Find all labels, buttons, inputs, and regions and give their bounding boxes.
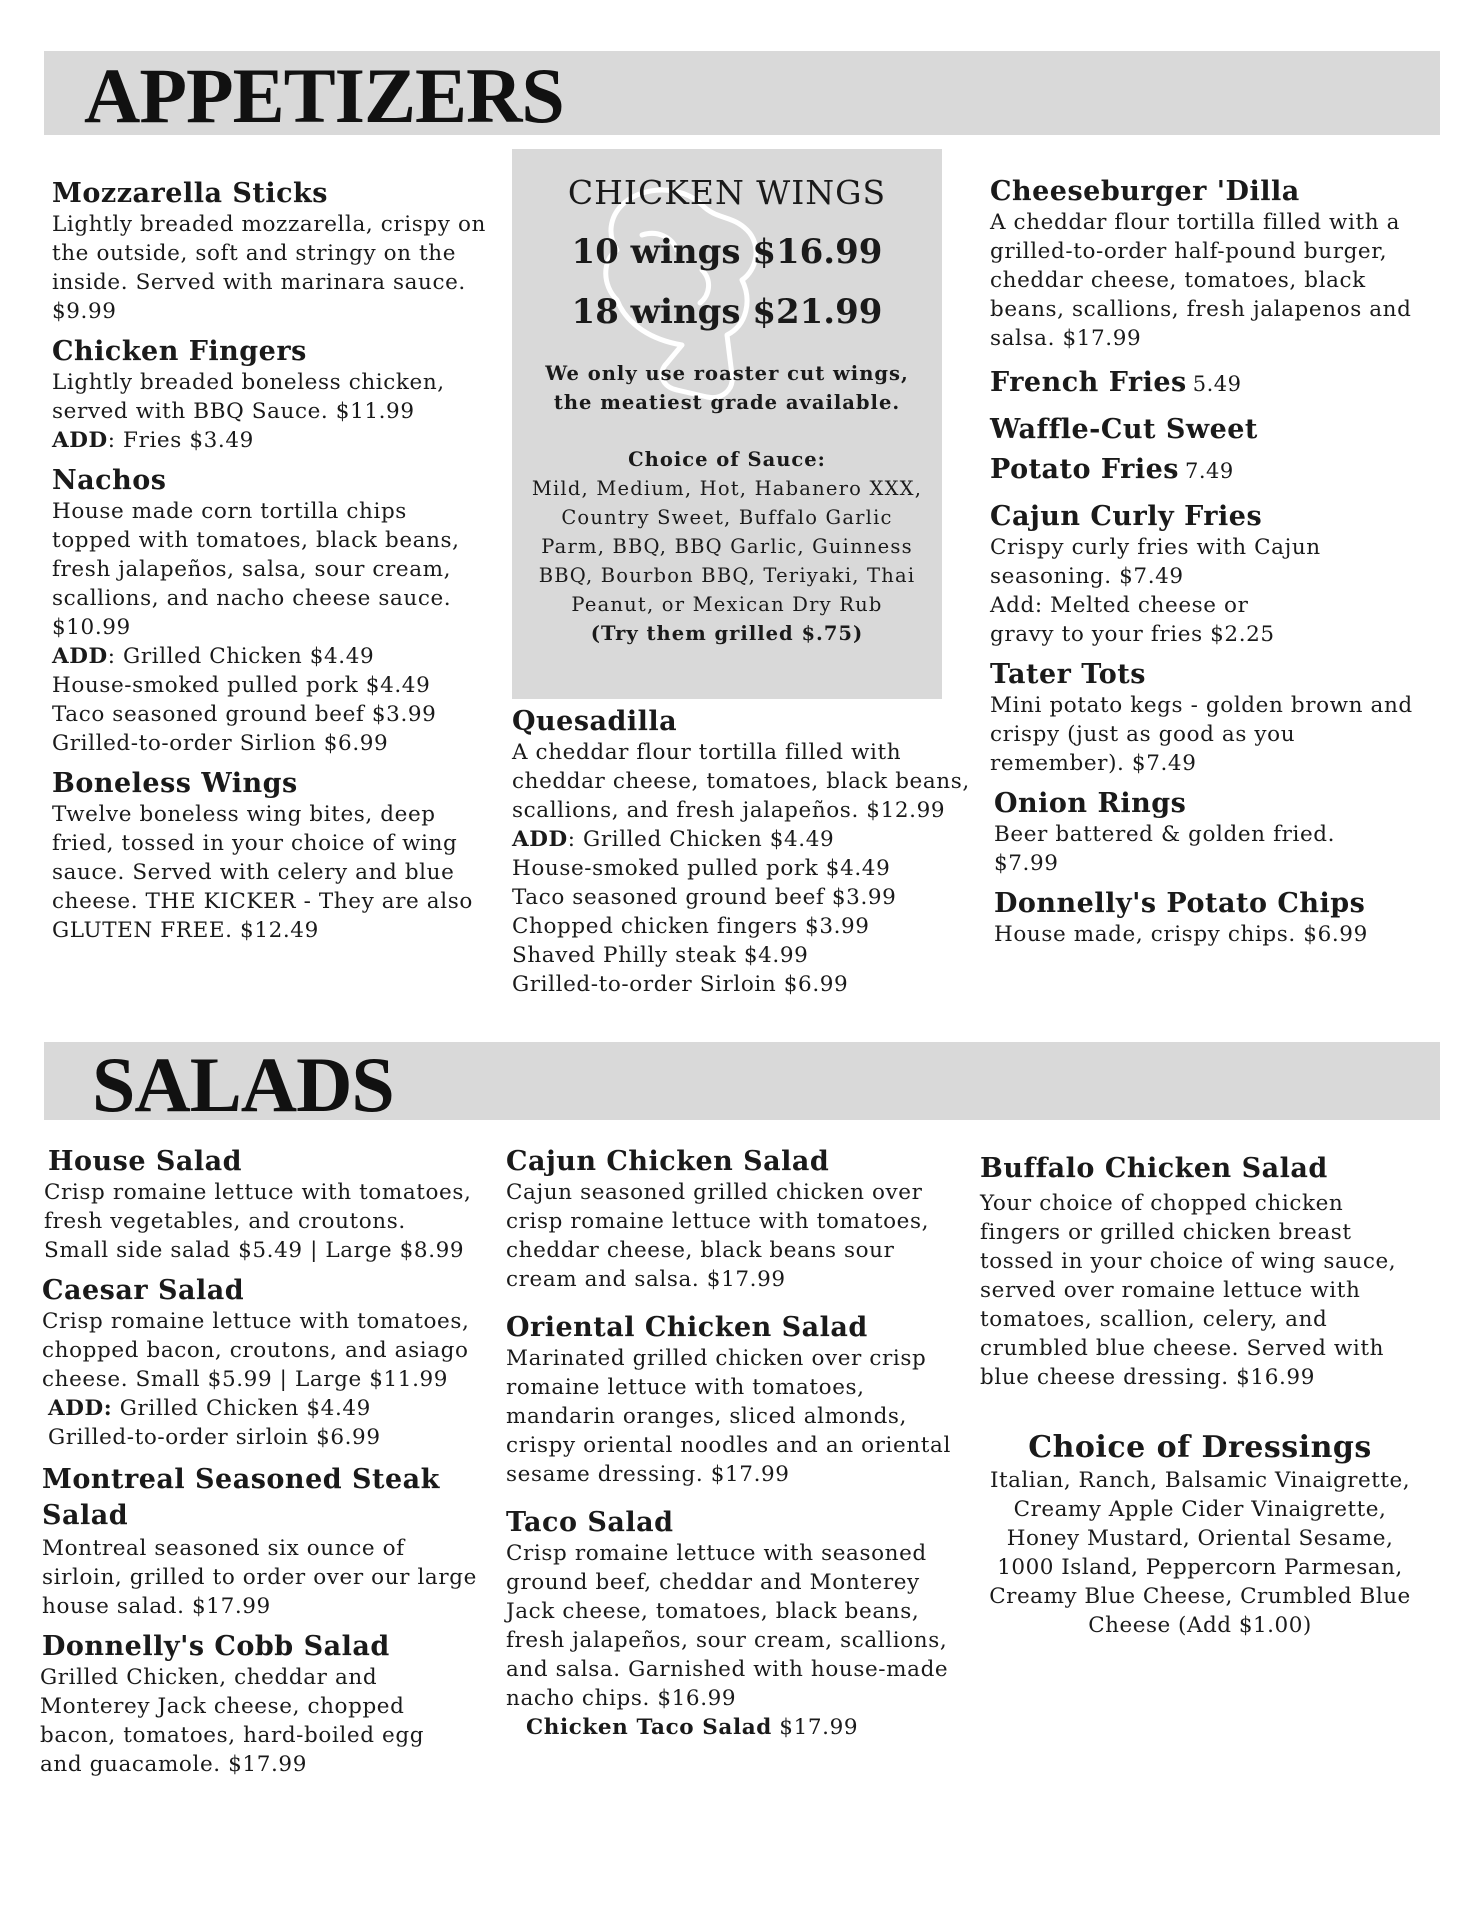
- item-addon: [52, 642, 492, 671]
- item-addon: Add: Melted cheese or gravy to your fries $2.25: [990, 593, 1275, 647]
- item-name: Taco Salad: [506, 1507, 674, 1538]
- item-name: Nachos: [52, 465, 167, 496]
- appetizers-heading: APPETIZERS: [84, 52, 564, 139]
- add-label: ADD: [52, 428, 108, 453]
- item-title: Potato Fries: [990, 454, 1179, 485]
- item-addon: Taco seasoned ground beef $3.99: [52, 702, 437, 727]
- item-title: French Fries: [990, 367, 1187, 398]
- item-addon: [42, 1394, 482, 1423]
- item-price: 5.49: [1192, 372, 1242, 396]
- wings-price-10: 10 wings $16.99: [571, 232, 883, 272]
- item-description: House made, crispy chips. $6.99: [994, 922, 1368, 947]
- item-potato-chips: [990, 888, 1430, 949]
- item-addon: Chopped chicken fingers $3.99: [512, 914, 870, 939]
- add-text: Grilled Chicken $4.49: [112, 1396, 371, 1421]
- item-addon: Grilled-to-order Sirlion $6.99: [52, 731, 389, 756]
- item-onion-rings: [990, 788, 1430, 878]
- item-description: Lightly breaded mozzarella, crispy on the outside, soft and stringy on the inside. Served with marinara sauce. $9.99: [52, 212, 486, 324]
- item-cheeseburger-dilla: [990, 176, 1430, 353]
- chicken-taco-price: $17.99: [771, 1715, 859, 1740]
- chicken-wings-box: [512, 149, 942, 699]
- item-name: House Salad: [48, 1146, 243, 1177]
- wings-sauce-heading: Choice of Sauce:: [628, 448, 826, 471]
- item-name: Donnelly's Cobb Salad: [42, 1631, 390, 1662]
- appetizers-banner: [44, 51, 1440, 139]
- item-addon: [512, 825, 972, 854]
- item-name-line1: Waffle-Cut Sweet: [990, 414, 1258, 445]
- item-description: Montreal seasoned six ounce of sirloin, grilled to order over our large house salad. $17.99: [42, 1536, 477, 1619]
- chicken-taco-label: Chicken Taco Salad: [526, 1715, 772, 1740]
- choice-of-dressings: [980, 1430, 1420, 1640]
- add-label: ADD: [52, 644, 108, 669]
- add-text: : Grilled Chicken $4.49: [567, 827, 835, 852]
- item-name: Oriental Chicken Salad: [506, 1312, 868, 1343]
- item-name: Quesadilla: [512, 706, 678, 737]
- item-name: Cheeseburger 'Dilla: [990, 176, 1300, 207]
- salads-banner: [44, 1041, 1440, 1128]
- dressings-heading: Choice of Dressings: [1028, 1430, 1372, 1465]
- salads-right-column: [980, 1153, 1420, 1402]
- item-description: House made corn tortilla chips topped with tomatoes, black beans, fresh jalapeños, salsa, sour cream, scallions, and nacho cheese sauce. $10.99: [52, 499, 460, 640]
- item-french-fries: [990, 367, 1430, 400]
- item-montreal-steak-salad: [42, 1462, 482, 1621]
- item-description: Grilled Chicken, cheddar and Monterey Jack cheese, chopped bacon, tomatoes, hard-boiled egg and guacamole. $17.99: [40, 1665, 425, 1777]
- item-name: Onion Rings: [994, 788, 1187, 819]
- wings-sauce-list: Mild, Medium, Hot, Habanero XXX, Country Sweet, Buffalo Garlic Parm, BBQ, BBQ Garlic, Guinness BBQ, Bourbon BBQ, Teriyaki, Thai Peanut, or Mexican Dry Rub: [531, 477, 923, 616]
- item-name: Chicken Fingers: [52, 336, 307, 367]
- item-name-line2: [990, 450, 1430, 491]
- add-label: ADD:: [48, 1396, 113, 1421]
- item-name: [990, 367, 1430, 400]
- item-addon: Grilled-to-order sirloin $6.99: [48, 1425, 381, 1450]
- item-name: Donnelly's Potato Chips: [994, 888, 1366, 919]
- item-description: Twelve boneless wing bites, deep fried, tossed in your choice of wing sauce. Served with celery and blue cheese. THE KICKER - They are also GLUTEN FREE. $12.49: [52, 802, 473, 943]
- wings-price-18: 18 wings $21.99: [571, 292, 883, 332]
- appetizers-left-column: [52, 178, 492, 955]
- appetizers-right-column: [990, 176, 1430, 959]
- item-description: Crispy curly fries with Cajun seasoning. $7.49: [990, 535, 1321, 589]
- item-addon: Grilled-to-order Sirloin $6.99: [512, 972, 849, 997]
- item-description: Cajun seasoned grilled chicken over crisp romaine lettuce with tomatoes, cheddar cheese, black beans sour cream and salsa. $17.99: [506, 1180, 930, 1292]
- item-addon: House-smoked pulled pork $4.49: [512, 856, 891, 881]
- item-addon: [52, 426, 492, 455]
- item-name: Tater Tots: [990, 659, 1146, 690]
- item-cobb-salad: [42, 1631, 482, 1779]
- item-description: Marinated grilled chicken over crisp romaine lettuce with tomatoes, mandarin oranges, sliced almonds, crispy oriental noodles and an oriental sesame dressing. $17.99: [506, 1346, 951, 1487]
- item-boneless-wings: [52, 768, 492, 945]
- item-name: Cajun Chicken Salad: [506, 1146, 830, 1177]
- item-price: 7.49: [1185, 459, 1234, 483]
- item-name: Caesar Salad: [42, 1275, 245, 1306]
- item-description: Mini potato kegs - golden brown and crispy (just as good as you remember). $7.49: [990, 693, 1413, 776]
- item-description: Crisp romaine lettuce with tomatoes, fresh vegetables, and croutons.: [44, 1180, 472, 1234]
- item-name: Mozzarella Sticks: [52, 178, 328, 209]
- item-quesadilla: [512, 706, 972, 999]
- item-description: A cheddar flour tortilla filled with a grilled-to-order half-pound burger, cheddar cheese, tomatoes, black beans, scallions, fresh jalapenos and salsa. $17.99: [990, 210, 1412, 351]
- item-description: Lightly breaded boneless chicken, served with BBQ Sauce. $11.99: [52, 370, 445, 424]
- add-label: ADD: [512, 827, 568, 852]
- item-tater-tots: [990, 659, 1430, 778]
- item-price: Small side salad $5.49 | Large $8.99: [44, 1238, 465, 1263]
- item-cajun-curly-fries: [990, 501, 1430, 649]
- wings-title: CHICKEN WINGS: [567, 173, 887, 212]
- item-chicken-fingers: [52, 336, 492, 455]
- salads-left-column: [42, 1146, 482, 1789]
- item-cajun-chicken-salad: [506, 1146, 966, 1294]
- item-addon: Taco seasoned ground beef $3.99: [512, 885, 897, 910]
- item-name: Boneless Wings: [52, 768, 298, 799]
- item-addon: Shaved Philly steak $4.99: [512, 943, 809, 968]
- item-name: Montreal Seasoned Steak Salad: [42, 1464, 440, 1531]
- item-caesar-salad: [42, 1275, 482, 1452]
- item-description: Crisp romaine lettuce with seasoned ground beef, cheddar and Monterey Jack cheese, tomatoes, black beans, fresh jalapeños, sour cream, scallions, and salsa. Garnished with house-made nacho chips. $16.99: [506, 1541, 949, 1711]
- wings-note: We only use roaster cut wings, the meatiest grade available.: [545, 362, 909, 414]
- item-addon: [506, 1713, 966, 1742]
- item-taco-salad: [506, 1507, 966, 1742]
- wings-grilled-note: (Try them grilled $.75): [590, 622, 864, 645]
- item-description: Beer battered & golden fried. $7.99: [994, 822, 1336, 876]
- item-description: Your choice of chopped chicken fingers or grilled chicken breast tossed in your choice of wing sauce, served over romaine lettuce with tomatoes, scallion, celery, and crumbled blue cheese. Served with blue cheese dressing. $16.99: [980, 1191, 1397, 1390]
- item-nachos: [52, 465, 492, 758]
- add-text: : Fries $3.49: [107, 428, 254, 453]
- appetizers-middle-column: [512, 706, 972, 1009]
- add-text: : Grilled Chicken $4.49: [107, 644, 375, 669]
- dressings-list: Italian, Ranch, Balsamic Vinaigrette, Creamy Apple Cider Vinaigrette, Honey Mustard, Oriental Sesame, 1000 Island, Peppercorn Parmesan, Creamy Blue Cheese, Crumbled Blue Cheese (Add $1.00): [989, 1468, 1411, 1638]
- salads-middle-column: [506, 1146, 966, 1752]
- item-name: Cajun Curly Fries: [990, 501, 1263, 532]
- item-oriental-chicken-salad: [506, 1312, 966, 1489]
- salads-heading: SALADS: [92, 1041, 394, 1128]
- item-description: A cheddar flour tortilla filled with cheddar cheese, tomatoes, black beans, scallions, and fresh jalapeños. $12.99: [512, 740, 970, 823]
- item-name: Buffalo Chicken Salad: [980, 1153, 1328, 1184]
- item-addon: House-smoked pulled pork $4.49: [52, 673, 431, 698]
- item-description: Crisp romaine lettuce with tomatoes, chopped bacon, croutons, and asiago cheese. Small $5.99 | Large $11.99: [42, 1309, 470, 1392]
- item-house-salad: [42, 1146, 482, 1265]
- item-buffalo-chicken-salad: [980, 1153, 1420, 1392]
- item-mozzarella-sticks: [52, 178, 492, 326]
- item-sweet-potato-fries: [990, 410, 1430, 491]
